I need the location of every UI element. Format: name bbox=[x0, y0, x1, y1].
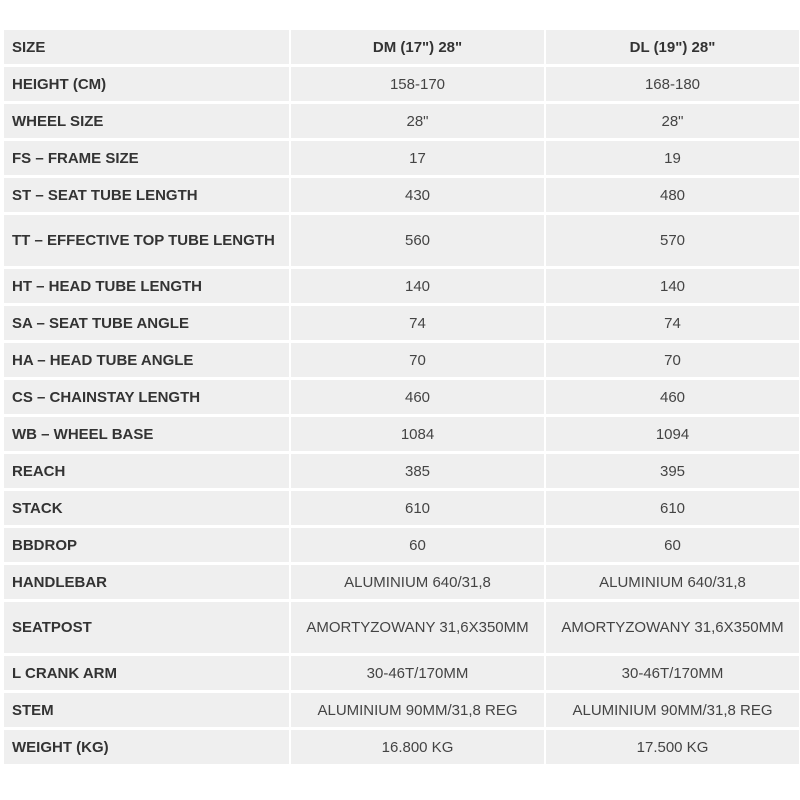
row-value-dm: 28" bbox=[291, 104, 544, 138]
table-row bbox=[4, 343, 799, 377]
row-label: STEM bbox=[4, 693, 289, 727]
row-value-dm: 30-46T/170MM bbox=[291, 656, 544, 690]
row-label: WHEEL SIZE bbox=[4, 104, 289, 138]
row-label: SA – SEAT TUBE ANGLE bbox=[4, 306, 289, 340]
row-value-dm: 70 bbox=[291, 343, 544, 377]
table-row bbox=[4, 730, 799, 764]
row-label: HANDLEBAR bbox=[4, 565, 289, 599]
row-value-dl: 460 bbox=[546, 380, 799, 414]
row-value-dl: 610 bbox=[546, 491, 799, 525]
row-value-dm: 140 bbox=[291, 269, 544, 303]
row-value-dl: 17.500 KG bbox=[546, 730, 799, 764]
row-value-dl: 60 bbox=[546, 528, 799, 562]
row-label: CS – CHAINSTAY LENGTH bbox=[4, 380, 289, 414]
row-label: HEIGHT (CM) bbox=[4, 67, 289, 101]
table-row bbox=[4, 269, 799, 303]
table-row bbox=[4, 67, 799, 101]
table-row bbox=[4, 693, 799, 727]
table-row bbox=[4, 656, 799, 690]
row-label: WB – WHEEL BASE bbox=[4, 417, 289, 451]
table-row bbox=[4, 178, 799, 212]
row-label: TT – EFFECTIVE TOP TUBE LENGTH bbox=[4, 215, 289, 266]
row-value-dl: 168-180 bbox=[546, 67, 799, 101]
table-row bbox=[4, 602, 799, 653]
table-row bbox=[4, 491, 799, 525]
row-label: REACH bbox=[4, 454, 289, 488]
table-header-row bbox=[4, 30, 799, 64]
row-value-dl: 30-46T/170MM bbox=[546, 656, 799, 690]
row-value-dl: 395 bbox=[546, 454, 799, 488]
row-value-dm: ALUMINIUM 640/31,8 bbox=[291, 565, 544, 599]
row-value-dm: 158-170 bbox=[291, 67, 544, 101]
row-value-dm: 560 bbox=[291, 215, 544, 266]
table-row bbox=[4, 528, 799, 562]
table-row bbox=[4, 417, 799, 451]
table-row bbox=[4, 141, 799, 175]
row-value-dm: ALUMINIUM 90MM/31,8 REG bbox=[291, 693, 544, 727]
row-value-dl: 1094 bbox=[546, 417, 799, 451]
row-label: HA – HEAD TUBE ANGLE bbox=[4, 343, 289, 377]
row-value-dm: 430 bbox=[291, 178, 544, 212]
row-value-dl: 140 bbox=[546, 269, 799, 303]
geometry-spec-table bbox=[2, 27, 800, 767]
row-label: WEIGHT (KG) bbox=[4, 730, 289, 764]
row-value-dl: 28" bbox=[546, 104, 799, 138]
row-value-dm: 460 bbox=[291, 380, 544, 414]
row-value-dl: 570 bbox=[546, 215, 799, 266]
row-value-dl: AMORTYZOWANY 31,6X350MM bbox=[546, 602, 799, 653]
row-value-dm: 1084 bbox=[291, 417, 544, 451]
row-value-dm: 385 bbox=[291, 454, 544, 488]
row-value-dm: 17 bbox=[291, 141, 544, 175]
table-row bbox=[4, 565, 799, 599]
row-value-dm: 60 bbox=[291, 528, 544, 562]
header-size-dl: DL (19") 28" bbox=[546, 30, 799, 64]
row-value-dl: 70 bbox=[546, 343, 799, 377]
table-row bbox=[4, 380, 799, 414]
table-row bbox=[4, 306, 799, 340]
header-size-dm: DM (17") 28" bbox=[291, 30, 544, 64]
table-row bbox=[4, 104, 799, 138]
row-label: SEATPOST bbox=[4, 602, 289, 653]
row-label: HT – HEAD TUBE LENGTH bbox=[4, 269, 289, 303]
table-row bbox=[4, 215, 799, 266]
row-value-dl: ALUMINIUM 90MM/31,8 REG bbox=[546, 693, 799, 727]
row-value-dl: 74 bbox=[546, 306, 799, 340]
row-label: FS – FRAME SIZE bbox=[4, 141, 289, 175]
row-label: L CRANK ARM bbox=[4, 656, 289, 690]
row-value-dl: ALUMINIUM 640/31,8 bbox=[546, 565, 799, 599]
row-value-dl: 19 bbox=[546, 141, 799, 175]
row-value-dm: 610 bbox=[291, 491, 544, 525]
row-label: STACK bbox=[4, 491, 289, 525]
row-value-dm: AMORTYZOWANY 31,6X350MM bbox=[291, 602, 544, 653]
row-label: ST – SEAT TUBE LENGTH bbox=[4, 178, 289, 212]
row-value-dm: 16.800 KG bbox=[291, 730, 544, 764]
row-value-dm: 74 bbox=[291, 306, 544, 340]
row-value-dl: 480 bbox=[546, 178, 799, 212]
header-size-label: SIZE bbox=[4, 30, 289, 64]
row-label: BBDROP bbox=[4, 528, 289, 562]
table-row bbox=[4, 454, 799, 488]
